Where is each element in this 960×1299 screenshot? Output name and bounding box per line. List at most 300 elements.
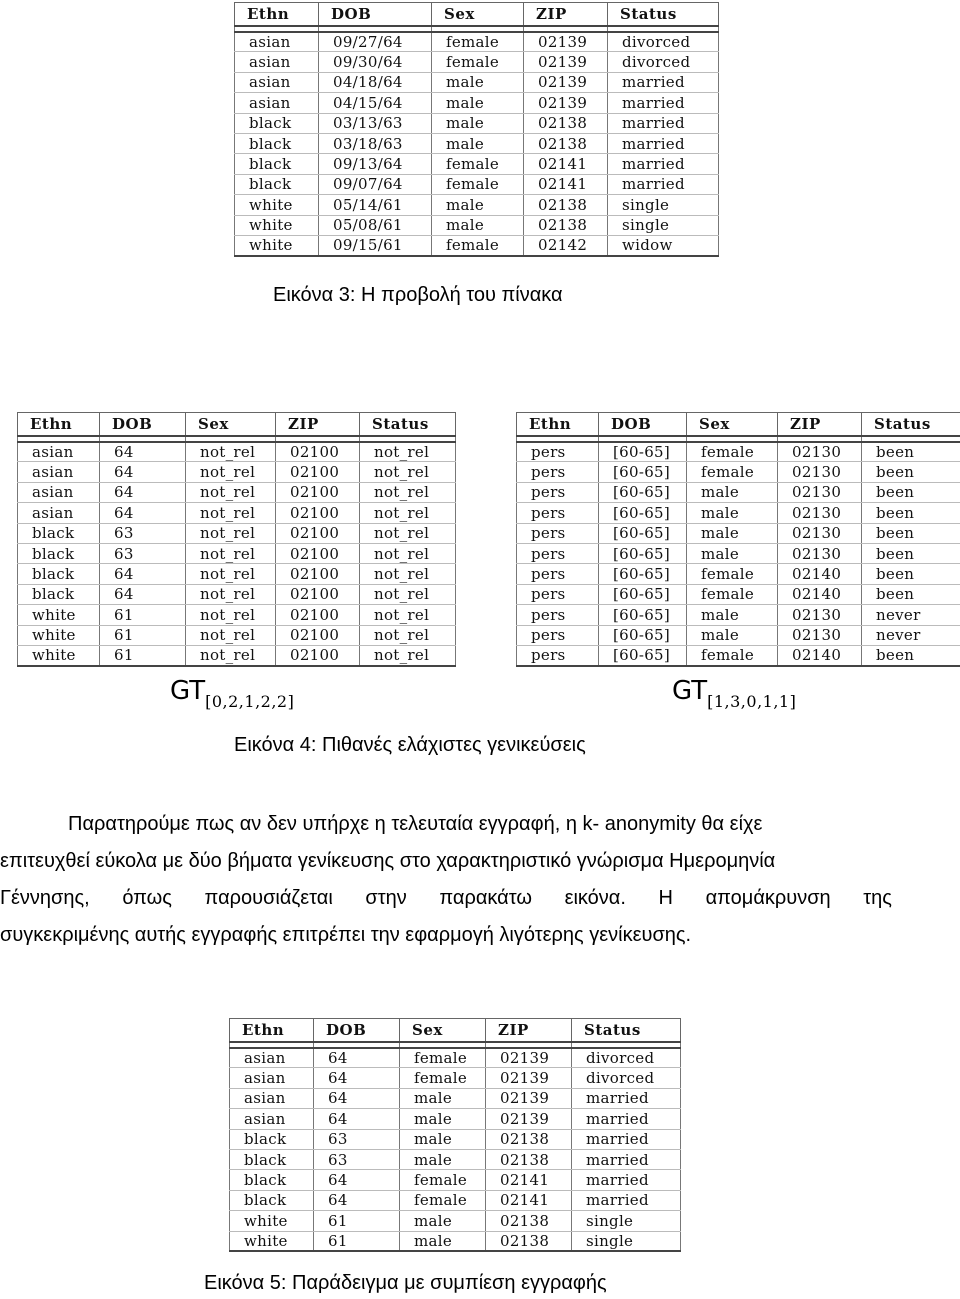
table-row bbox=[230, 1211, 681, 1231]
table-row bbox=[18, 462, 456, 482]
table-cell: male bbox=[400, 1231, 486, 1251]
table-cell: 02141 bbox=[486, 1190, 572, 1210]
table-row bbox=[517, 462, 960, 482]
table-cell: 64 bbox=[100, 503, 186, 523]
table-row bbox=[235, 113, 719, 133]
table-cell: married bbox=[572, 1088, 681, 1108]
table-cell: 04/15/64 bbox=[319, 93, 432, 113]
table-cell: pers bbox=[517, 462, 599, 482]
table-cell: female bbox=[432, 52, 524, 72]
table-cell: not_rel bbox=[360, 523, 456, 543]
figure-5-caption: Εικόνα 5: Παράδειγμα με συμπίεση εγγραφής bbox=[204, 1272, 607, 1294]
table-cell: male bbox=[400, 1149, 486, 1169]
table-cell: single bbox=[572, 1231, 681, 1251]
table-row bbox=[18, 605, 456, 625]
column-header: ZIP bbox=[276, 413, 360, 436]
table-row bbox=[235, 52, 719, 72]
table-cell: 64 bbox=[314, 1109, 400, 1129]
table-cell: pers bbox=[517, 625, 599, 645]
table-cell: not_rel bbox=[186, 482, 276, 502]
table-cell: female bbox=[687, 564, 778, 584]
table-cell: 02139 bbox=[524, 93, 608, 113]
table-cell: white bbox=[235, 215, 319, 235]
table-cell: male bbox=[687, 503, 778, 523]
table-row bbox=[18, 482, 456, 502]
table-cell: not_rel bbox=[360, 584, 456, 604]
table-header-row bbox=[18, 413, 456, 436]
table-header-row bbox=[230, 1019, 681, 1042]
gt-symbol: GT bbox=[170, 676, 206, 706]
table-cell: male bbox=[687, 625, 778, 645]
column-header: ZIP bbox=[524, 3, 608, 26]
table-cell: been bbox=[862, 503, 960, 523]
table-cell: not_rel bbox=[186, 442, 276, 462]
table-cell: 02138 bbox=[486, 1129, 572, 1149]
table-header-row bbox=[517, 413, 960, 436]
table-cell: pers bbox=[517, 584, 599, 604]
table-cell: divorced bbox=[608, 52, 719, 72]
table-cell: asian bbox=[18, 462, 100, 482]
table-cell: married bbox=[608, 72, 719, 92]
table-row bbox=[230, 1048, 681, 1068]
table-cell: 03/18/63 bbox=[319, 133, 432, 153]
table-cell: 09/07/64 bbox=[319, 174, 432, 194]
table-cell: female bbox=[400, 1190, 486, 1210]
table-cell: 63 bbox=[100, 543, 186, 563]
table-cell: 02100 bbox=[276, 503, 360, 523]
table-cell: 02100 bbox=[276, 543, 360, 563]
table-row bbox=[517, 523, 960, 543]
gt-label-right bbox=[672, 676, 796, 711]
table-cell: 02130 bbox=[778, 482, 862, 502]
table-cell: married bbox=[572, 1149, 681, 1169]
table-cell: single bbox=[572, 1211, 681, 1231]
table-cell: married bbox=[608, 174, 719, 194]
column-header: Status bbox=[572, 1019, 681, 1042]
paragraph-line: συγκεκριμένης αυτής εγγραφής επιτρέπει την εφαρμογή λιγότερης γενίκευσης. bbox=[0, 924, 692, 946]
paragraph-line: επιτευχθεί εύκολα με δύο βήματα γενίκευσης στο χαρακτηριστικό γνώρισμα Ημερομηνία bbox=[0, 850, 776, 872]
table-cell: 02130 bbox=[778, 625, 862, 645]
column-header: Status bbox=[360, 413, 456, 436]
table-cell: 09/15/61 bbox=[319, 235, 432, 255]
table-cell: male bbox=[400, 1129, 486, 1149]
table-cell: female bbox=[400, 1048, 486, 1068]
table-cell: not_rel bbox=[360, 625, 456, 645]
table-cell: male bbox=[400, 1211, 486, 1231]
table-cell: 02139 bbox=[524, 32, 608, 52]
table-cell: 63 bbox=[100, 523, 186, 543]
table-cell: married bbox=[572, 1190, 681, 1210]
table-cell: pers bbox=[517, 503, 599, 523]
table-cell: single bbox=[608, 215, 719, 235]
table-cell: 02139 bbox=[486, 1068, 572, 1088]
table-cell: 02139 bbox=[524, 52, 608, 72]
column-header: ZIP bbox=[486, 1019, 572, 1042]
table-cell: not_rel bbox=[186, 523, 276, 543]
column-header: ZIP bbox=[778, 413, 862, 436]
table-cell: 02139 bbox=[524, 72, 608, 92]
generalization-table-right bbox=[516, 412, 960, 667]
table-cell: been bbox=[862, 462, 960, 482]
table-row bbox=[517, 482, 960, 502]
column-header: DOB bbox=[100, 413, 186, 436]
table-cell: pers bbox=[517, 645, 599, 665]
table-cell: 64 bbox=[314, 1068, 400, 1088]
table-cell: 64 bbox=[100, 584, 186, 604]
table-cell: married bbox=[608, 154, 719, 174]
table-cell: black bbox=[18, 584, 100, 604]
table-cell: 09/30/64 bbox=[319, 52, 432, 72]
column-header: Ethn bbox=[235, 3, 319, 26]
table-cell: [60-65] bbox=[599, 625, 687, 645]
table-cell: [60-65] bbox=[599, 645, 687, 665]
table-cell: not_rel bbox=[360, 462, 456, 482]
table-cell: 02100 bbox=[276, 523, 360, 543]
table-cell: 02138 bbox=[524, 113, 608, 133]
table-cell: white bbox=[235, 235, 319, 255]
table-row bbox=[18, 503, 456, 523]
table-cell: pers bbox=[517, 442, 599, 462]
table-row bbox=[230, 1190, 681, 1210]
table-cell: not_rel bbox=[360, 543, 456, 563]
table-cell: [60-65] bbox=[599, 564, 687, 584]
table-row bbox=[18, 442, 456, 462]
table-cell: 63 bbox=[314, 1149, 400, 1169]
table-cell: asian bbox=[235, 93, 319, 113]
table-cell: black bbox=[235, 133, 319, 153]
table-cell: male bbox=[432, 113, 524, 133]
column-header: DOB bbox=[314, 1019, 400, 1042]
table-cell: not_rel bbox=[186, 462, 276, 482]
table-cell: asian bbox=[230, 1088, 314, 1108]
table-cell: 02140 bbox=[778, 645, 862, 665]
table-cell: never bbox=[862, 605, 960, 625]
table-cell: asian bbox=[18, 442, 100, 462]
table-cell: never bbox=[862, 625, 960, 645]
table-cell: not_rel bbox=[186, 503, 276, 523]
table-cell: been bbox=[862, 523, 960, 543]
table-cell: male bbox=[400, 1109, 486, 1129]
table-cell: 02100 bbox=[276, 584, 360, 604]
table-cell: 02142 bbox=[524, 235, 608, 255]
column-header: Sex bbox=[400, 1019, 486, 1042]
table-cell: asian bbox=[235, 72, 319, 92]
table-cell: white bbox=[18, 605, 100, 625]
table-cell: 02139 bbox=[486, 1088, 572, 1108]
table-row bbox=[235, 174, 719, 194]
table-row bbox=[235, 154, 719, 174]
table-cell: female bbox=[432, 174, 524, 194]
table-cell: 02140 bbox=[778, 584, 862, 604]
table-cell: 61 bbox=[100, 605, 186, 625]
table-cell: black bbox=[230, 1190, 314, 1210]
table-cell: female bbox=[687, 462, 778, 482]
table-cell: male bbox=[432, 215, 524, 235]
table-row bbox=[517, 645, 960, 665]
table-cell: 02139 bbox=[486, 1048, 572, 1068]
table-cell: been bbox=[862, 482, 960, 502]
table-cell: 02141 bbox=[486, 1170, 572, 1190]
table-cell: not_rel bbox=[360, 442, 456, 462]
table-row bbox=[230, 1129, 681, 1149]
table-cell: asian bbox=[18, 503, 100, 523]
table-cell: been bbox=[862, 442, 960, 462]
table-cell: not_rel bbox=[360, 482, 456, 502]
table-cell: [60-65] bbox=[599, 482, 687, 502]
table-cell: asian bbox=[230, 1068, 314, 1088]
column-header: Ethn bbox=[230, 1019, 314, 1042]
table-cell: 61 bbox=[100, 645, 186, 665]
table-cell: divorced bbox=[572, 1048, 681, 1068]
table-cell: 64 bbox=[100, 462, 186, 482]
table-cell: female bbox=[432, 32, 524, 52]
table-cell: 02140 bbox=[778, 564, 862, 584]
table-cell: not_rel bbox=[186, 543, 276, 563]
table-cell: black bbox=[235, 113, 319, 133]
figure-4-caption: Εικόνα 4: Πιθανές ελάχιστες γενικεύσεις bbox=[234, 734, 586, 756]
table-cell: married bbox=[608, 113, 719, 133]
table-cell: male bbox=[400, 1088, 486, 1108]
table-cell: 02130 bbox=[778, 442, 862, 462]
table-cell: widow bbox=[608, 235, 719, 255]
column-header: Sex bbox=[687, 413, 778, 436]
table-cell: 02100 bbox=[276, 482, 360, 502]
table-cell: not_rel bbox=[360, 564, 456, 584]
gt-vector: [1,3,0,1,1] bbox=[707, 692, 797, 711]
table-cell: female bbox=[400, 1068, 486, 1088]
table-cell: 64 bbox=[100, 442, 186, 462]
table-cell: [60-65] bbox=[599, 584, 687, 604]
table-cell: 09/27/64 bbox=[319, 32, 432, 52]
table-cell: male bbox=[432, 133, 524, 153]
table-cell: pers bbox=[517, 523, 599, 543]
table-cell: female bbox=[432, 154, 524, 174]
table-cell: been bbox=[862, 564, 960, 584]
table-cell: not_rel bbox=[360, 645, 456, 665]
table-cell: not_rel bbox=[186, 645, 276, 665]
column-header: Ethn bbox=[18, 413, 100, 436]
table-cell: [60-65] bbox=[599, 462, 687, 482]
table-cell: white bbox=[230, 1231, 314, 1251]
table-cell: female bbox=[687, 442, 778, 462]
table-cell: 02100 bbox=[276, 442, 360, 462]
table-cell: 02138 bbox=[486, 1149, 572, 1169]
column-header: Sex bbox=[432, 3, 524, 26]
table-row bbox=[235, 215, 719, 235]
table-cell: [60-65] bbox=[599, 442, 687, 462]
table-cell: female bbox=[687, 645, 778, 665]
table-cell: asian bbox=[235, 52, 319, 72]
table-cell: 05/14/61 bbox=[319, 195, 432, 215]
table-cell: married bbox=[608, 133, 719, 153]
table-cell: white bbox=[230, 1211, 314, 1231]
table-cell: married bbox=[572, 1170, 681, 1190]
compressed-record-table bbox=[229, 1018, 681, 1252]
table-cell: married bbox=[572, 1129, 681, 1149]
table-cell: 61 bbox=[314, 1231, 400, 1251]
table-cell: single bbox=[608, 195, 719, 215]
table-row bbox=[517, 503, 960, 523]
table-cell: male bbox=[432, 93, 524, 113]
column-header: Sex bbox=[186, 413, 276, 436]
table-cell: 64 bbox=[314, 1190, 400, 1210]
table-row bbox=[235, 32, 719, 52]
table-cell: white bbox=[235, 195, 319, 215]
table-cell: divorced bbox=[572, 1068, 681, 1088]
table-row bbox=[18, 584, 456, 604]
table-cell: 02138 bbox=[486, 1231, 572, 1251]
column-header: Status bbox=[608, 3, 719, 26]
table-cell: asian bbox=[230, 1109, 314, 1129]
gt-vector: [0,2,1,2,2] bbox=[205, 692, 295, 711]
table-cell: 05/08/61 bbox=[319, 215, 432, 235]
table-cell: 02100 bbox=[276, 645, 360, 665]
table-row bbox=[517, 584, 960, 604]
figure-3-caption: Εικόνα 3: Η προβολή του πίνακα bbox=[273, 284, 563, 306]
table-cell: not_rel bbox=[186, 605, 276, 625]
table-row bbox=[517, 442, 960, 462]
table-cell: pers bbox=[517, 605, 599, 625]
table-cell: divorced bbox=[608, 32, 719, 52]
table-cell: male bbox=[687, 605, 778, 625]
table-cell: asian bbox=[235, 32, 319, 52]
table-cell: male bbox=[687, 482, 778, 502]
table-cell: 02138 bbox=[486, 1211, 572, 1231]
table-row bbox=[18, 523, 456, 543]
table-cell: 02130 bbox=[778, 543, 862, 563]
table-row bbox=[230, 1231, 681, 1251]
table-cell: 02130 bbox=[778, 462, 862, 482]
table-cell: 64 bbox=[100, 564, 186, 584]
table-cell: male bbox=[432, 72, 524, 92]
table-cell: black bbox=[18, 523, 100, 543]
table-cell: not_rel bbox=[186, 584, 276, 604]
table-cell: 02100 bbox=[276, 605, 360, 625]
table-row bbox=[18, 543, 456, 563]
table-header-row bbox=[235, 3, 719, 26]
table-cell: not_rel bbox=[360, 605, 456, 625]
table-cell: 09/13/64 bbox=[319, 154, 432, 174]
table-cell: 64 bbox=[314, 1170, 400, 1190]
table-cell: not_rel bbox=[360, 503, 456, 523]
table-cell: white bbox=[18, 625, 100, 645]
table-cell: female bbox=[432, 235, 524, 255]
body-paragraph bbox=[0, 806, 892, 954]
table-row bbox=[517, 543, 960, 563]
table-cell: asian bbox=[18, 482, 100, 502]
gt-label-left bbox=[170, 676, 294, 711]
column-header: Ethn bbox=[517, 413, 599, 436]
table-row bbox=[18, 645, 456, 665]
table-cell: 02100 bbox=[276, 564, 360, 584]
table-cell: pers bbox=[517, 482, 599, 502]
table-row bbox=[230, 1170, 681, 1190]
table-cell: 02138 bbox=[524, 195, 608, 215]
table-row bbox=[235, 195, 719, 215]
table-cell: 02139 bbox=[486, 1109, 572, 1129]
table-cell: [60-65] bbox=[599, 543, 687, 563]
table-cell: white bbox=[18, 645, 100, 665]
table-cell: male bbox=[687, 523, 778, 543]
table-row bbox=[230, 1088, 681, 1108]
table-cell: 03/13/63 bbox=[319, 113, 432, 133]
table-cell: 02138 bbox=[524, 133, 608, 153]
table-cell: 63 bbox=[314, 1129, 400, 1149]
table-cell: not_rel bbox=[186, 625, 276, 645]
table-cell: married bbox=[572, 1109, 681, 1129]
table-cell: 02138 bbox=[524, 215, 608, 235]
paragraph-line: Γέννησης, όπως παρουσιάζεται στην παρακάτω εικόνα. Η απομάκρυνση της bbox=[0, 887, 892, 909]
table-cell: black bbox=[18, 564, 100, 584]
table-cell: pers bbox=[517, 543, 599, 563]
table-cell: [60-65] bbox=[599, 605, 687, 625]
table-cell: black bbox=[235, 154, 319, 174]
table-cell: black bbox=[230, 1149, 314, 1169]
table-cell: pers bbox=[517, 564, 599, 584]
table-row bbox=[235, 133, 719, 153]
table-cell: not_rel bbox=[186, 564, 276, 584]
table-cell: [60-65] bbox=[599, 523, 687, 543]
table-row bbox=[235, 235, 719, 255]
table-cell: married bbox=[608, 93, 719, 113]
paragraph-line: Παρατηρούμε πως αν δεν υπήρχε η τελευταία εγγραφή, η k- anonymity θα είχε bbox=[68, 813, 763, 835]
table-cell: 64 bbox=[314, 1048, 400, 1068]
table-row bbox=[230, 1149, 681, 1169]
table-cell: female bbox=[400, 1170, 486, 1190]
table-cell: 61 bbox=[100, 625, 186, 645]
table-cell: 64 bbox=[100, 482, 186, 502]
generalization-table-left bbox=[17, 412, 456, 667]
table-cell: 02100 bbox=[276, 462, 360, 482]
table-row bbox=[517, 605, 960, 625]
table-cell: been bbox=[862, 645, 960, 665]
column-header: DOB bbox=[599, 413, 687, 436]
table-cell: black bbox=[230, 1170, 314, 1190]
table-cell: been bbox=[862, 543, 960, 563]
table-cell: black bbox=[235, 174, 319, 194]
table-row bbox=[18, 564, 456, 584]
table-row bbox=[517, 564, 960, 584]
table-cell: asian bbox=[230, 1048, 314, 1068]
table-cell: 02130 bbox=[778, 523, 862, 543]
table-cell: black bbox=[230, 1129, 314, 1149]
column-header: DOB bbox=[319, 3, 432, 26]
table-row bbox=[235, 72, 719, 92]
table-cell: 02130 bbox=[778, 605, 862, 625]
table-cell: 02141 bbox=[524, 154, 608, 174]
table-cell: 02100 bbox=[276, 625, 360, 645]
table-cell: 02130 bbox=[778, 503, 862, 523]
table-cell: 04/18/64 bbox=[319, 72, 432, 92]
table-row bbox=[230, 1068, 681, 1088]
table-cell: 64 bbox=[314, 1088, 400, 1108]
table-cell: male bbox=[432, 195, 524, 215]
table-cell: been bbox=[862, 584, 960, 604]
table-cell: female bbox=[687, 584, 778, 604]
table-cell: 61 bbox=[314, 1211, 400, 1231]
projection-table bbox=[234, 2, 719, 257]
table-row bbox=[235, 93, 719, 113]
table-row bbox=[517, 625, 960, 645]
table-cell: black bbox=[18, 543, 100, 563]
table-row bbox=[230, 1109, 681, 1129]
table-row bbox=[18, 625, 456, 645]
table-cell: [60-65] bbox=[599, 503, 687, 523]
table-cell: male bbox=[687, 543, 778, 563]
table-cell: 02141 bbox=[524, 174, 608, 194]
column-header: Status bbox=[862, 413, 960, 436]
gt-symbol: GT bbox=[672, 676, 708, 706]
